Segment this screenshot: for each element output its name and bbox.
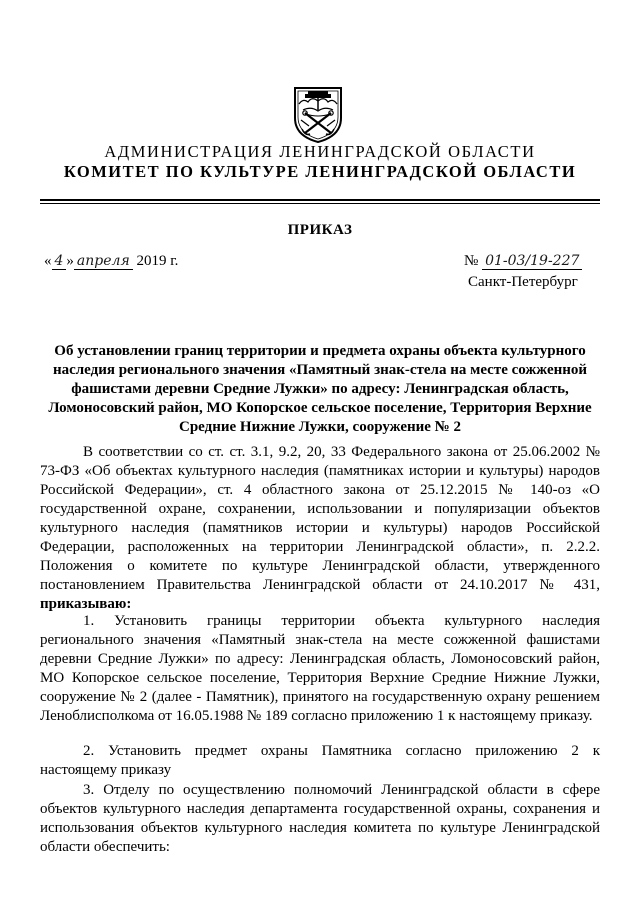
order-number [464, 253, 582, 270]
header-divider-thick [40, 199, 600, 201]
preamble-text: В соответствии со ст. ст. 3.1, 9.2, 20, 33 Федерального закона от 25.06.2002 № 73-ФЗ «Об объектах культурного наследия (памятниках истории и культуры) народов Российской Федерации», ст. 4 областного закона от 25.12.2015 № 140-оз «О государственной охране, сохранении, использовании и популяризации объектов культурного наследия (памятников истории и культуры) народов Российской Федерации, расположенных на территории Ленинградской области», п. 2.2.2. Положения о комитете по культуре Ленинградской области, утвержденного постановлением Правительства Ленинградской области от 24.10.2017 № 431, [40, 444, 600, 593]
item-3-paragraph: 3. Отделу по осуществлению полномочий Ленинградской области в сфере объектов культурного наследия департамента государственной охраны, сохранения и использования объектов культурного наследия комитета по культуре Ленинградской области обеспечить: [40, 782, 600, 855]
number-value: 01-03/19-227 [482, 253, 582, 270]
date-close-quote: » [66, 253, 74, 269]
date-day: 4 [52, 253, 67, 270]
coat-of-arms-icon [291, 84, 345, 144]
number-label: № [464, 253, 479, 269]
committee-name: КОМИТЕТ ПО КУЛЬТУРЕ ЛЕНИНГРАДСКОЙ ОБЛАСТИ [63, 162, 577, 181]
organization-name: АДМИНИСТРАЦИЯ ЛЕНИНГРАДСКОЙ ОБЛАСТИ [104, 142, 536, 161]
document-title: ПРИКАЗ [287, 222, 353, 238]
date-year: 2019 г. [136, 253, 179, 269]
item-1-paragraph: 1. Установить границы территории объекта культурного наследия регионального значения «Памятный знак-стела на месте сожженной фашистами деревни Средние Лужки» по адресу: Ленинградская область, Ломоносовский район, МО Копорское сельское поселение, Территория Верхние Средние Нижние Лужки, сооружение № 2 (далее - Памятник), принятого на государственную охрану решением Леноблисполкома от 16.05.1988 № 189 согласно приложению 1 к настоящему приказу. [40, 613, 600, 724]
item-2-paragraph: 2. Установить предмет охраны Памятника согласно приложению 2 к настоящему приказу [40, 743, 600, 778]
header-divider-thin [40, 203, 600, 204]
order-city: Санкт-Петербург [468, 274, 578, 290]
date-month: апреля [74, 253, 133, 270]
preamble-paragraph [40, 443, 600, 614]
order-date [44, 253, 178, 270]
order-subject: Об установлении границ территории и предмета охраны объекта культурного наследия регионального значения «Памятный знак-стела на месте сожженной фашистами деревни Средние Лужки» по адресу: Ленинградская область, Ломоносовский район, МО Копорское сельское поселение, Территория Верхние Средние Нижние Лужки, сооружение № 2 [48, 343, 592, 435]
order-word: приказываю: [40, 596, 132, 612]
date-open-quote: « [44, 253, 52, 269]
